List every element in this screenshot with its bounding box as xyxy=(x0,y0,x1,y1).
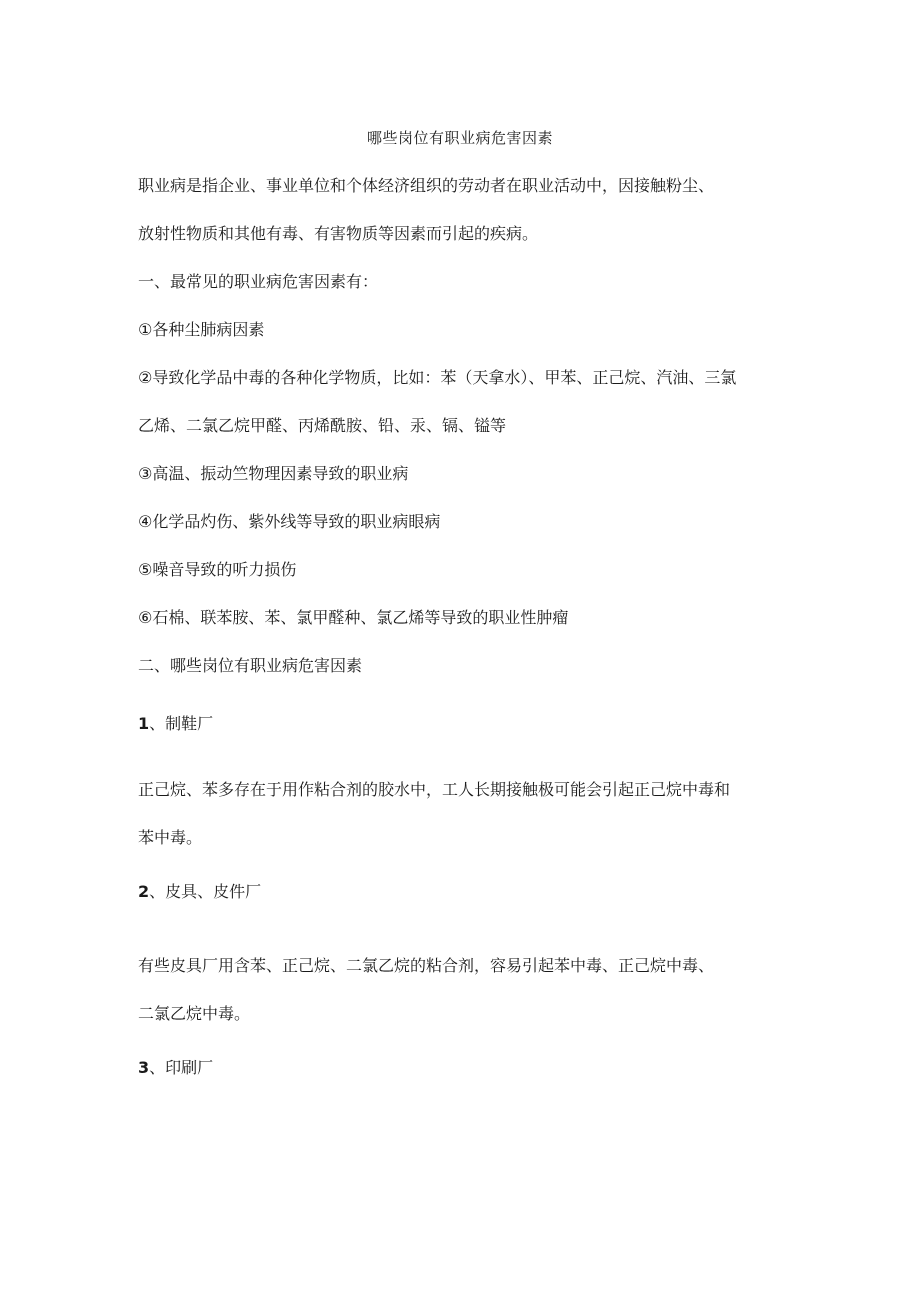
section2-heading: 二、哪些岗位有职业病危害因素 xyxy=(138,656,363,675)
section1-item-1: ①各种尘肺病因素 xyxy=(138,320,265,339)
section1-item-4: ④化学品灼伤、紫外线等导致的职业病眼病 xyxy=(138,512,441,531)
section1-item-3: ③高温、振动竺物理因素导致的职业病 xyxy=(138,464,409,483)
subsection-1-heading xyxy=(138,714,213,734)
subsection-2-heading xyxy=(138,882,261,902)
document-title: 哪些岗位有职业病危害因素 xyxy=(366,129,553,147)
subsection-3-number: 3 xyxy=(138,1058,150,1077)
subsection-2-desc-line-2: 二氯乙烷中毒。 xyxy=(138,1004,251,1023)
section1-item-2-line-1: ②导致化学品中毒的各种化学物质，比如：苯（天拿水）、甲苯、正己烷、汽油、三氯 xyxy=(138,368,737,387)
subsection-2-number: 2 xyxy=(138,882,150,901)
subsection-1-number: 1 xyxy=(138,714,150,733)
section1-item-5: ⑤噪音导致的听力损伤 xyxy=(138,560,297,579)
subsection-2-label: 、皮具、皮件厂 xyxy=(149,882,262,901)
intro-line-2: 放射性物质和其他有毒、有害物质等因素而引起的疾病。 xyxy=(138,224,539,243)
intro-line-1: 职业病是指企业、事业单位和个体经济组织的劳动者在职业活动中，因接触粉尘、 xyxy=(138,176,715,195)
section1-item-2-line-2: 乙烯、二氯乙烷甲醛、丙烯酰胺、铅、汞、镉、镒等 xyxy=(138,416,507,435)
subsection-1-desc-line-1: 正己烷、苯多存在于用作粘合剂的胶水中，工人长期接触极可能会引起正己烷中毒和 xyxy=(138,780,731,799)
subsection-1-desc-line-2: 苯中毒。 xyxy=(138,828,203,847)
section1-item-6: ⑥石棉、联苯胺、苯、氯甲醛种、氯乙烯等导致的职业性肿瘤 xyxy=(138,608,569,627)
subsection-3-label: 、印刷厂 xyxy=(149,1058,214,1077)
subsection-2-desc-line-1: 有些皮具厂用含苯、正己烷、二氯乙烷的粘合剂，容易引起苯中毒、正己烷中毒、 xyxy=(138,956,715,975)
subsection-3-heading xyxy=(138,1058,213,1078)
section1-heading: 一、最常见的职业病危害因素有： xyxy=(138,272,379,291)
subsection-1-label: 、制鞋厂 xyxy=(149,714,214,733)
